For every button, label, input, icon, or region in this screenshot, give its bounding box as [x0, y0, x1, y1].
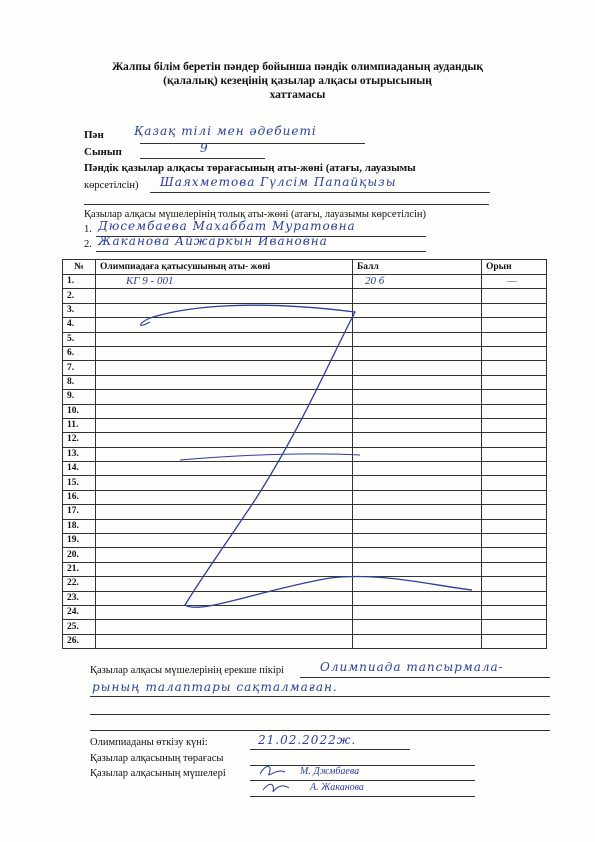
- members-heading: Қазылар алқасы мүшелерінің толық аты-жөні (атағы, лауазымы көрсетілсін): [84, 209, 427, 220]
- row-number: 20.: [63, 548, 96, 562]
- participant-cell: КГ 9 - 001: [96, 275, 353, 289]
- date-value: 21.02.2022ж.: [258, 733, 357, 747]
- row-number: 25.: [63, 620, 96, 634]
- row-number: 13.: [63, 447, 96, 461]
- member-2-num: 2.: [84, 239, 92, 250]
- signature-marks: [255, 760, 305, 800]
- row-number: 14.: [63, 462, 96, 476]
- date-underline: [250, 749, 410, 750]
- footer-members-label: Қазылар алқасының мүшелері: [90, 768, 226, 779]
- title-line-1: Жалпы білім беретін пәндер бойынша пәндік олимпиаданың аудандық: [111, 61, 484, 73]
- row-number: 9.: [63, 390, 96, 404]
- footer-member-1-signature: М. Джмбаева: [300, 766, 360, 777]
- opinion-line-2: рының талаптары сақталмаған.: [92, 680, 338, 694]
- footer-chair-label: Қазылар алқасының төрағасы: [90, 753, 224, 764]
- row-number: 6.: [63, 346, 96, 360]
- chair-value: Шаяхметова Гүлсім Папайқызы: [160, 175, 397, 189]
- opinion-line-1: Олимпиада тапсырмала-: [320, 660, 504, 674]
- row-number: 10.: [63, 404, 96, 418]
- chair-label-suffix: көрсетілсін): [84, 180, 139, 191]
- footer-member-2-signature: А. Жаканова: [310, 782, 364, 793]
- opinion-underline-3: [90, 714, 550, 715]
- score-cell: 20 б: [353, 275, 482, 289]
- title-line-3: хаттамасы: [269, 89, 326, 101]
- subject-value: Қазақ тілі мен әдебиеті: [134, 124, 317, 138]
- member-1-value: Дюсембаева Махаббат Муратовна: [98, 219, 356, 233]
- row-number: 5.: [63, 332, 96, 346]
- row-number: 18.: [63, 519, 96, 533]
- opinion-underline-4: [90, 730, 550, 731]
- title-line-2: (қалалық) кезеңінің қазылар алқасы отырысының: [163, 75, 432, 87]
- opinion-label: Қазылар алқасы мүшелерінің ерекше пікірі: [90, 665, 284, 676]
- row-number: 7.: [63, 361, 96, 375]
- row-number: 2.: [63, 289, 96, 303]
- row-number: 1.: [63, 275, 96, 289]
- row-number: 8.: [63, 375, 96, 389]
- row-number: 21.: [63, 562, 96, 576]
- header-score: Балл: [353, 260, 482, 275]
- date-label: Олимпиаданы өткізу күні:: [90, 737, 208, 748]
- grade-label: Сынып: [84, 146, 122, 158]
- row-number: 15.: [63, 476, 96, 490]
- place-cell: —: [482, 275, 547, 289]
- row-number: 24.: [63, 605, 96, 619]
- row-number: 4.: [63, 318, 96, 332]
- row-number: 26.: [63, 634, 96, 648]
- header-number: №: [63, 260, 96, 275]
- grade-value: 9: [200, 141, 209, 155]
- row-number: 16.: [63, 490, 96, 504]
- member-2-value: Жаканова Айжаркын Ивановна: [98, 234, 328, 248]
- member-1-num: 1.: [84, 224, 92, 235]
- row-number: 12.: [63, 433, 96, 447]
- row-number: 17.: [63, 505, 96, 519]
- subject-label: Пән: [84, 129, 104, 141]
- chair-heading: Пәндік қазылар алқасы төрағасының аты-жөні (атағы, лауазымы: [84, 162, 416, 174]
- row-number: 3.: [63, 303, 96, 317]
- row-number: 22.: [63, 577, 96, 591]
- opinion-underline-2: [90, 696, 550, 697]
- header-participant: Олимпиадаға қатысушының аты- жөні: [96, 260, 353, 275]
- row-number: 11.: [63, 418, 96, 432]
- row-number: 19.: [63, 534, 96, 548]
- opinion-underline-1: [300, 677, 550, 678]
- header-place: Орын: [482, 260, 547, 275]
- row-number: 23.: [63, 591, 96, 605]
